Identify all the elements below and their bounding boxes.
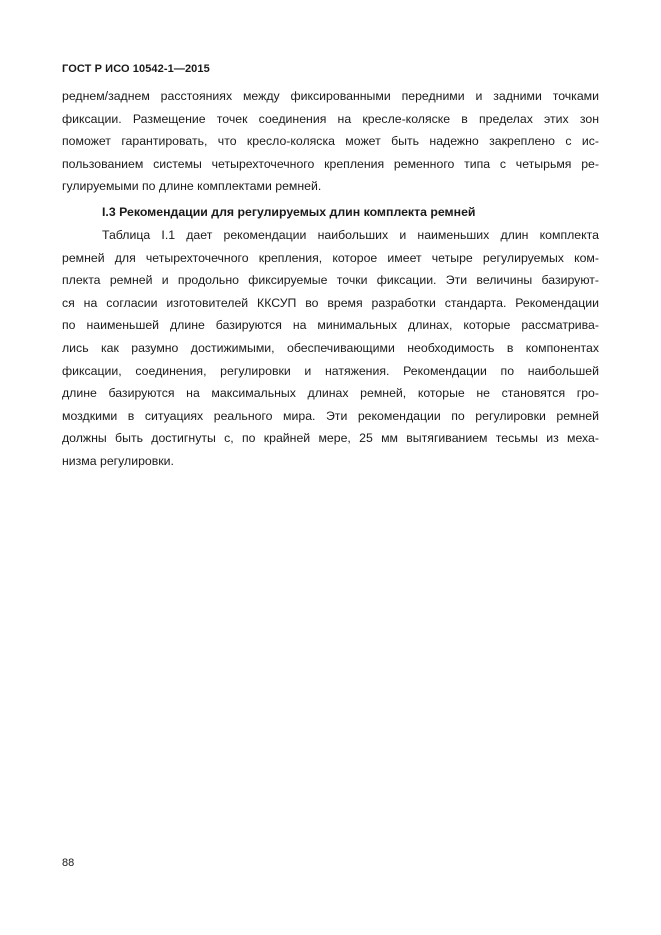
paragraph-2-line: по наименьшей длине базируются на минимальных длинах, которые рассматрива-	[62, 318, 599, 333]
paragraph-1-line: фиксации. Размещение точек соединения на кресле-коляске в пределах этих зон	[62, 111, 599, 126]
paragraph-2-line: Таблица I.1 дает рекомендации наибольших и наименьших длин комплекта	[102, 228, 599, 242]
paragraph-1-line: гулируемыми по длине комплектами ремней.	[62, 179, 322, 194]
paragraph-2-line: ремней для четырехточечного крепления, которое имеет четыре регулируемых ком-	[62, 250, 599, 265]
paragraph-1-line: поможет гарантировать, что кресло-коляска может быть надежно закреплено с ис-	[62, 134, 599, 149]
document-header: ГОСТ Р ИСО 10542-1—2015	[62, 63, 210, 75]
paragraph-2-line: моздкими в ситуациях реального мира. Эти рекомендации по регулировки ремней	[62, 408, 599, 423]
page-number: 88	[62, 857, 75, 869]
paragraph-2-line: плекта ремней и продольно фиксируемые точки фиксации. Эти величины базируют-	[62, 273, 599, 288]
paragraph-2-line: низма регулировки.	[62, 453, 174, 468]
paragraph-2-line: фиксации, соединения, регулировки и натяжения. Рекомендации по наибольшей	[62, 363, 599, 378]
paragraph-2-line: длине базируются на максимальных длинах ремней, которые не становятся гро-	[62, 386, 599, 401]
paragraph-2	[62, 224, 599, 473]
paragraph-1-line: реднем/заднем расстояниях между фиксированными передними и задними точками	[62, 89, 599, 103]
paragraph-2-line: лись как разумно достижимыми, обеспечивающими необходимость в компонентах	[62, 340, 599, 355]
paragraph-2-line: ся на согласии изготовителей ККСУП во время разработки стандарта. Рекомендации	[62, 295, 599, 310]
section-heading: I.3 Рекомендации для регулируемых длин комплекта ремней	[102, 205, 476, 219]
paragraph-2-line: должны быть достигнуты с, по крайней мере, 25 мм вытягиванием тесьмы из меха-	[62, 431, 599, 446]
paragraph-1	[62, 85, 599, 198]
paragraph-1-line: пользованием системы четырехточечного крепления ременного типа с четырьмя ре-	[62, 156, 599, 171]
